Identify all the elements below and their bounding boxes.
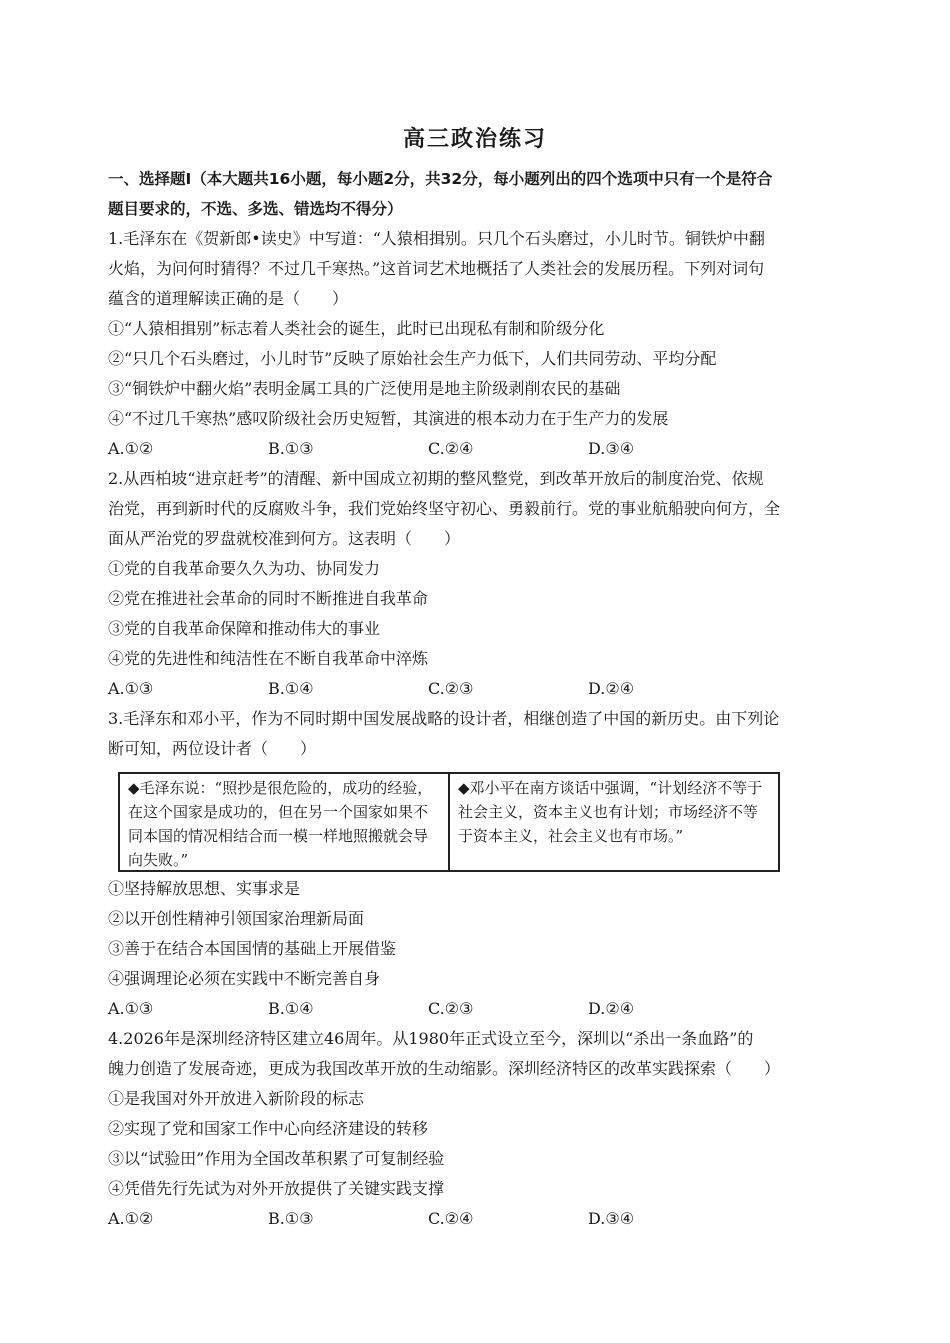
choice-c[interactable]: C.②③ — [428, 999, 474, 1018]
question-stem-line: 火焰，为问何时猜得？不过几千寒热。”这首词艺术地概括了人类社会的发展历程。下列对词句 — [108, 259, 765, 278]
question-3 — [108, 704, 818, 764]
statement-item: ④“不过几千寒热”感叹阶级社会历史短暂，其演进的根本动力在于生产力的发展 — [108, 409, 669, 428]
choice-a[interactable]: A.①② — [108, 439, 154, 458]
question-stem-line: 魄力创造了发展奇迹，更成为我国改革开放的生动缩影。深圳经济特区的改革实践探索（ ） — [108, 1059, 781, 1078]
choice-b[interactable]: B.①③ — [268, 1209, 314, 1228]
choice-d[interactable]: D.③④ — [588, 439, 635, 458]
statement-item: ③“铜铁炉中翻火焰”表明金属工具的广泛使用是地主阶级剥削农民的基础 — [108, 379, 621, 398]
section-heading-line: 题目要求的，不选、多选、错选均不得分） — [108, 200, 403, 218]
statement-item: ②实现了党和国家工作中心向经济建设的转移 — [108, 1119, 429, 1138]
statement-item: ②以开创性精神引领国家治理新局面 — [108, 909, 365, 928]
question-stem-line: 2.从西柏坡“进京赶考”的清醒、新中国成立初期的整风整党，到改革开放后的制度治党、依规 — [108, 469, 764, 488]
statement-item: ②“只几个石头磨过，小儿时节”反映了原始社会生产力低下，人们共同劳动、平均分配 — [108, 349, 717, 368]
question-3-options — [108, 874, 818, 1024]
question-1 — [108, 224, 818, 464]
statement-item: ①“人猿相揖别”标志着人类社会的诞生，此时已出现私有制和阶级分化 — [108, 319, 605, 338]
statement-item: ①坚持解放思想、实事求是 — [108, 879, 301, 898]
question-stem-line: 3.毛泽东和邓小平，作为不同时期中国发展战略的设计者，相继创造了中国的新历史。由下列论 — [108, 709, 780, 728]
choice-a[interactable]: A.①③ — [108, 999, 154, 1018]
deng-quote: ◆邓小平在南方谈话中强调，“计划经济不等于社会主义，资本主义也有计划；市场经济不等于资本主义，社会主义也有市场。” — [448, 774, 778, 870]
answer-choices — [108, 1204, 818, 1234]
choice-d[interactable]: D.②④ — [588, 999, 635, 1018]
statement-item: ④凭借先行先试为对外开放提供了关键实践支撑 — [108, 1179, 445, 1198]
question-stem-line: 蕴含的道理解读正确的是（ ） — [108, 289, 349, 308]
section-heading — [108, 164, 848, 224]
statement-item: ②党在推进社会革命的同时不断推进自我革命 — [108, 589, 429, 608]
choice-c[interactable]: C.②④ — [428, 439, 474, 458]
page-title: 高三政治练习 — [402, 127, 547, 152]
choice-d[interactable]: D.②④ — [588, 679, 635, 698]
choice-b[interactable]: B.①③ — [268, 439, 314, 458]
question-4 — [108, 1024, 818, 1234]
statement-item: ③善于在结合本国国情的基础上开展借鉴 — [108, 939, 397, 958]
question-stem-line: 4.2026年是深圳经济特区建立46周年。从1980年正式设立至今，深圳以“杀出一条血路”的 — [108, 1029, 754, 1048]
choice-d[interactable]: D.③④ — [588, 1209, 635, 1228]
statement-item: ③以“试验田”作用为全国改革积累了可复制经验 — [108, 1149, 445, 1168]
choice-c[interactable]: C.②③ — [428, 679, 474, 698]
choice-a[interactable]: A.①③ — [108, 679, 154, 698]
question-2 — [108, 464, 818, 704]
statement-item: ④强调理论必须在实践中不断完善自身 — [108, 969, 381, 988]
mao-quote: ◆毛泽东说：“照抄是很危险的，成功的经验，在这个国家是成功的，但在另一个国家如果不同本国的情况相结合而一模一样地照搬就会导向失败。” — [128, 779, 433, 869]
quote-table — [118, 772, 780, 872]
answer-choices — [108, 674, 818, 704]
question-stem-line: 断可知，两位设计者（ ） — [108, 739, 317, 758]
choice-c[interactable]: C.②④ — [428, 1209, 474, 1228]
choice-b[interactable]: B.①④ — [268, 679, 314, 698]
statement-item: ④党的先进性和纯洁性在不断自我革命中淬炼 — [108, 649, 429, 668]
question-stem-line: 1.毛泽东在《贺新郎•读史》中写道：“人猿相揖别。只几个石头磨过，小儿时节。铜铁炉中翻 — [108, 229, 765, 248]
choice-a[interactable]: A.①② — [108, 1209, 154, 1228]
question-stem-line: 治党，再到新时代的反腐败斗争，我们党始终坚守初心、勇毅前行。党的事业航船驶向何方，全 — [108, 499, 781, 518]
question-stem-line: 面从严治党的罗盘就校准到何方。这表明（ ） — [108, 529, 461, 548]
statement-item: ①是我国对外开放进入新阶段的标志 — [108, 1089, 365, 1108]
section-heading-line: 一、选择题Ⅰ（本大题共16小题，每小题2分，共32分，每小题列出的四个选项中只有一个是符合 — [108, 170, 773, 188]
answer-choices — [108, 994, 818, 1024]
statement-item: ③党的自我革命保障和推动伟大的事业 — [108, 619, 381, 638]
choice-b[interactable]: B.①④ — [268, 999, 314, 1018]
answer-choices — [108, 434, 818, 464]
statement-item: ①党的自我革命要久久为功、协同发力 — [108, 559, 381, 578]
